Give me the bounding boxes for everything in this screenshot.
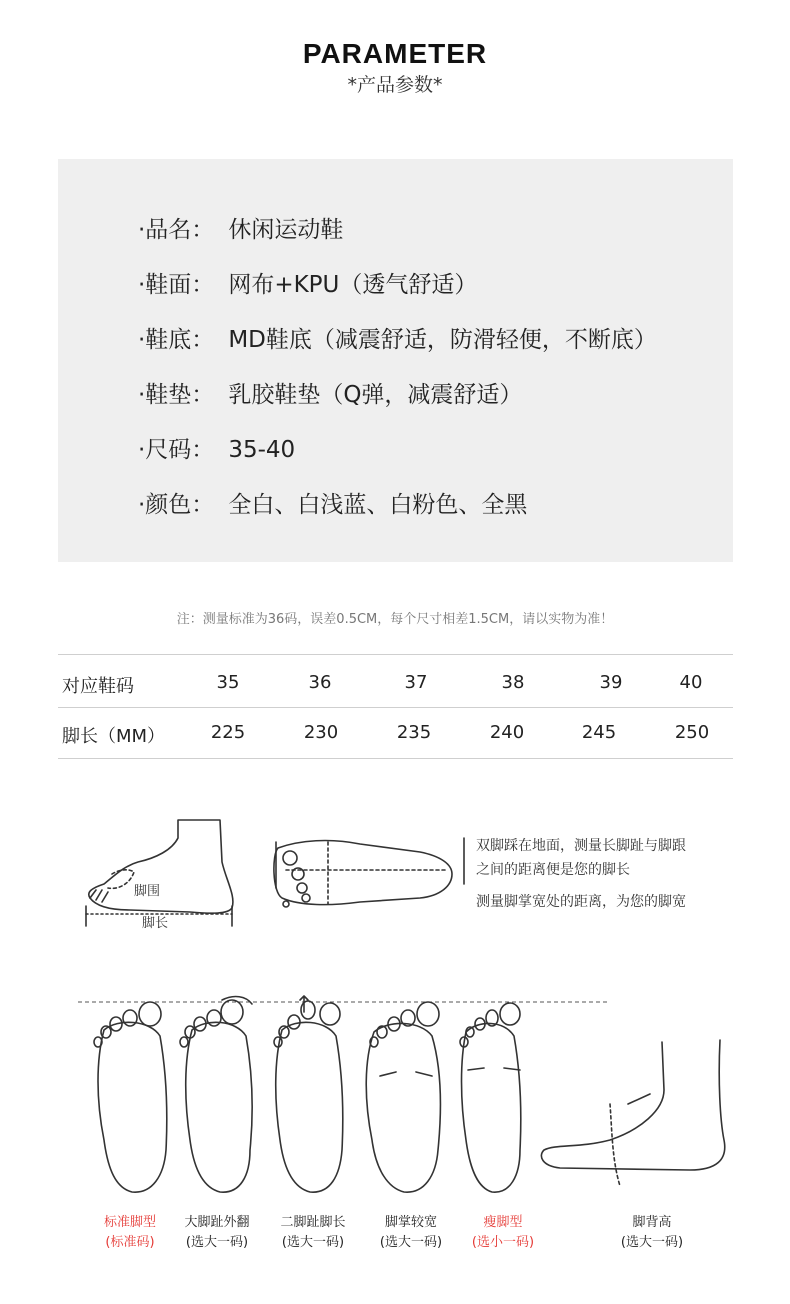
- foot-type-name: 大脚趾外翻: [184, 1215, 250, 1230]
- foot-type-name: 脚掌较宽: [384, 1215, 437, 1230]
- page-title: PARAMETER: [302, 38, 488, 69]
- foot-type-high-instep: [597, 1213, 707, 1253]
- long-toe-foot-icon: [276, 1022, 343, 1192]
- measure-desc-1b: 之间的距离便是您的脚长: [476, 862, 630, 878]
- row-header: 对应鞋码: [62, 676, 134, 697]
- foot-type-hint: (标准码): [105, 1235, 155, 1250]
- foot-type-slim: [448, 1213, 558, 1253]
- param-label: ·品名：: [138, 217, 215, 243]
- foot-type-hint: (选大一码): [281, 1235, 345, 1250]
- table-cell: 225: [210, 722, 246, 743]
- table-divider: [58, 758, 733, 759]
- table-cell: 38: [501, 672, 525, 693]
- table-cell: 240: [489, 722, 525, 743]
- foot-type-long-toe: [258, 1213, 368, 1253]
- param-value: MD鞋底（减震舒适，防滑轻便，不断底）: [228, 327, 657, 353]
- foot-type-hint: (选大一码): [379, 1235, 443, 1250]
- param-value: 全白、白浅蓝、白粉色、全黑: [228, 492, 528, 518]
- table-cell: 36: [308, 672, 332, 693]
- table-cell: 37: [404, 672, 428, 693]
- table-cell: 230: [303, 722, 339, 743]
- table-cell: 245: [581, 722, 617, 743]
- foot-type-hint: (选小一码): [471, 1235, 535, 1250]
- param-label: ·尺码：: [138, 437, 215, 463]
- foot-type-name: 标准脚型: [103, 1215, 156, 1230]
- measure-desc-2: 测量脚掌宽处的距离，为您的脚宽: [476, 894, 686, 910]
- foot-type-bunion: [162, 1213, 272, 1253]
- param-label: ·鞋面：: [138, 272, 215, 298]
- param-value: 35-40: [228, 437, 296, 463]
- measure-desc-1a: 双脚踩在地面，测量长脚趾与脚跟: [476, 838, 686, 854]
- param-row-color: [138, 486, 527, 519]
- param-row-size: [138, 431, 295, 464]
- standard-foot-icon: [98, 1022, 167, 1192]
- param-label: ·鞋底：: [138, 327, 215, 353]
- param-value: 休闲运动鞋: [228, 217, 344, 243]
- table-divider: [58, 654, 733, 655]
- slim-foot-icon: [462, 1023, 521, 1192]
- table-cell: 35: [216, 672, 240, 693]
- side-foot-icon: [89, 820, 233, 913]
- table-cell: 250: [674, 722, 710, 743]
- row-header: 脚长（MM）: [62, 726, 166, 747]
- foot-type-name: 瘦脚型: [483, 1215, 523, 1230]
- param-label: ·颜色：: [138, 492, 215, 518]
- param-value: 乳胶鞋垫（Q弹，减震舒适）: [228, 382, 523, 408]
- measurement-note: 注：测量标准为36码，误差0.5CM，每个尺寸相差1.5CM，请以实物为准！: [176, 612, 614, 627]
- table-cell: 235: [396, 722, 432, 743]
- page-subtitle: *产品参数*: [347, 74, 443, 96]
- table-row: [58, 706, 733, 756]
- bunion-foot-icon: [186, 1022, 252, 1192]
- foot-type-hint: (选大一码): [185, 1235, 249, 1250]
- table-cell: 39: [599, 672, 623, 693]
- param-label: ·鞋垫：: [138, 382, 215, 408]
- param-value: 网布+KPU（透气舒适）: [228, 272, 478, 298]
- high-instep-foot-icon: [541, 1040, 724, 1170]
- foot-type-name: 脚背高: [632, 1215, 672, 1230]
- param-row-upper: [138, 266, 477, 299]
- param-row-name: [138, 211, 343, 244]
- param-row-sole: [138, 321, 657, 354]
- parameter-panel: [58, 159, 733, 562]
- param-row-insole: [138, 376, 522, 409]
- length-label: 脚长: [142, 916, 169, 931]
- foot-type-hint: (选大一码): [620, 1235, 684, 1250]
- table-cell: 40: [679, 672, 703, 693]
- girth-label: 脚围: [134, 884, 161, 899]
- table-row: [58, 656, 733, 706]
- foot-type-name: 二脚趾脚长: [280, 1215, 346, 1230]
- wide-foot-icon: [366, 1023, 440, 1192]
